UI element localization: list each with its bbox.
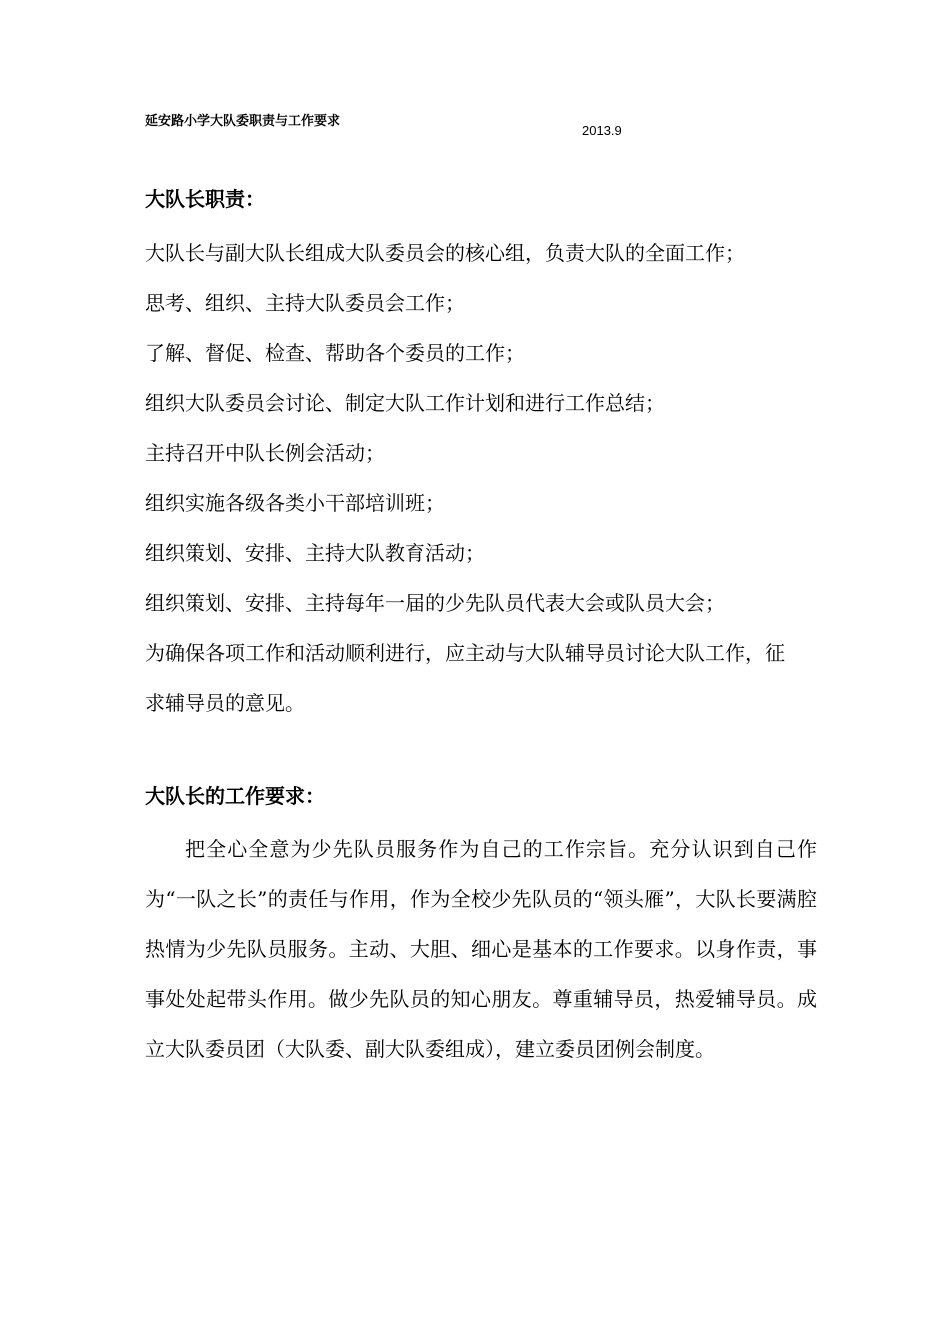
duty-item: 组织策划、安排、主持大队教育活动； — [145, 541, 485, 565]
duty-item: 思考、组织、主持大队委员会工作； — [145, 291, 465, 315]
document-title: 延安路小学大队委职责与工作要求 — [145, 114, 341, 129]
duty-item: 组织实施各级各类小干部培训班； — [145, 491, 445, 515]
duty-item: 主持召开中队长例会活动； — [145, 441, 385, 465]
requirements-paragraph: 把全心全意为少先队员服务作为自己的工作宗旨。充分认识到自己作为“一队之长”的责任与作用，作为全校少先队员的“领头雁”，大队长要满腔热情为少先队员服务。主动、大胆、细心是基本的工作要求。以身作责，事事处处起带头作用。做少先队员的知心朋友。尊重辅导员，热爱辅导员。成立大队委员团（大队委、副大队委组成），建立委员团例会制度。 — [145, 837, 817, 1061]
duty-item: 组织大队委员会讨论、制定大队工作计划和进行工作总结； — [145, 391, 665, 415]
duty-item: 组织策划、安排、主持每年一届的少先队员代表大会或队员大会； — [145, 591, 725, 615]
requirements-heading: 大队长的工作要求： — [145, 784, 325, 808]
duty-item: 大队长与副大队长组成大队委员会的核心组，负责大队的全面工作； — [145, 241, 745, 265]
duties-list — [145, 228, 825, 728]
duties-heading: 大队长职责： — [145, 187, 265, 211]
duty-item: 了解、督促、检查、帮助各个委员的工作； — [145, 341, 525, 365]
document-date: 2013.9 — [582, 123, 622, 138]
duty-item: 为确保各项工作和活动顺利进行，应主动与大队辅导员讨论大队工作，征求辅导员的意见。 — [145, 641, 785, 715]
